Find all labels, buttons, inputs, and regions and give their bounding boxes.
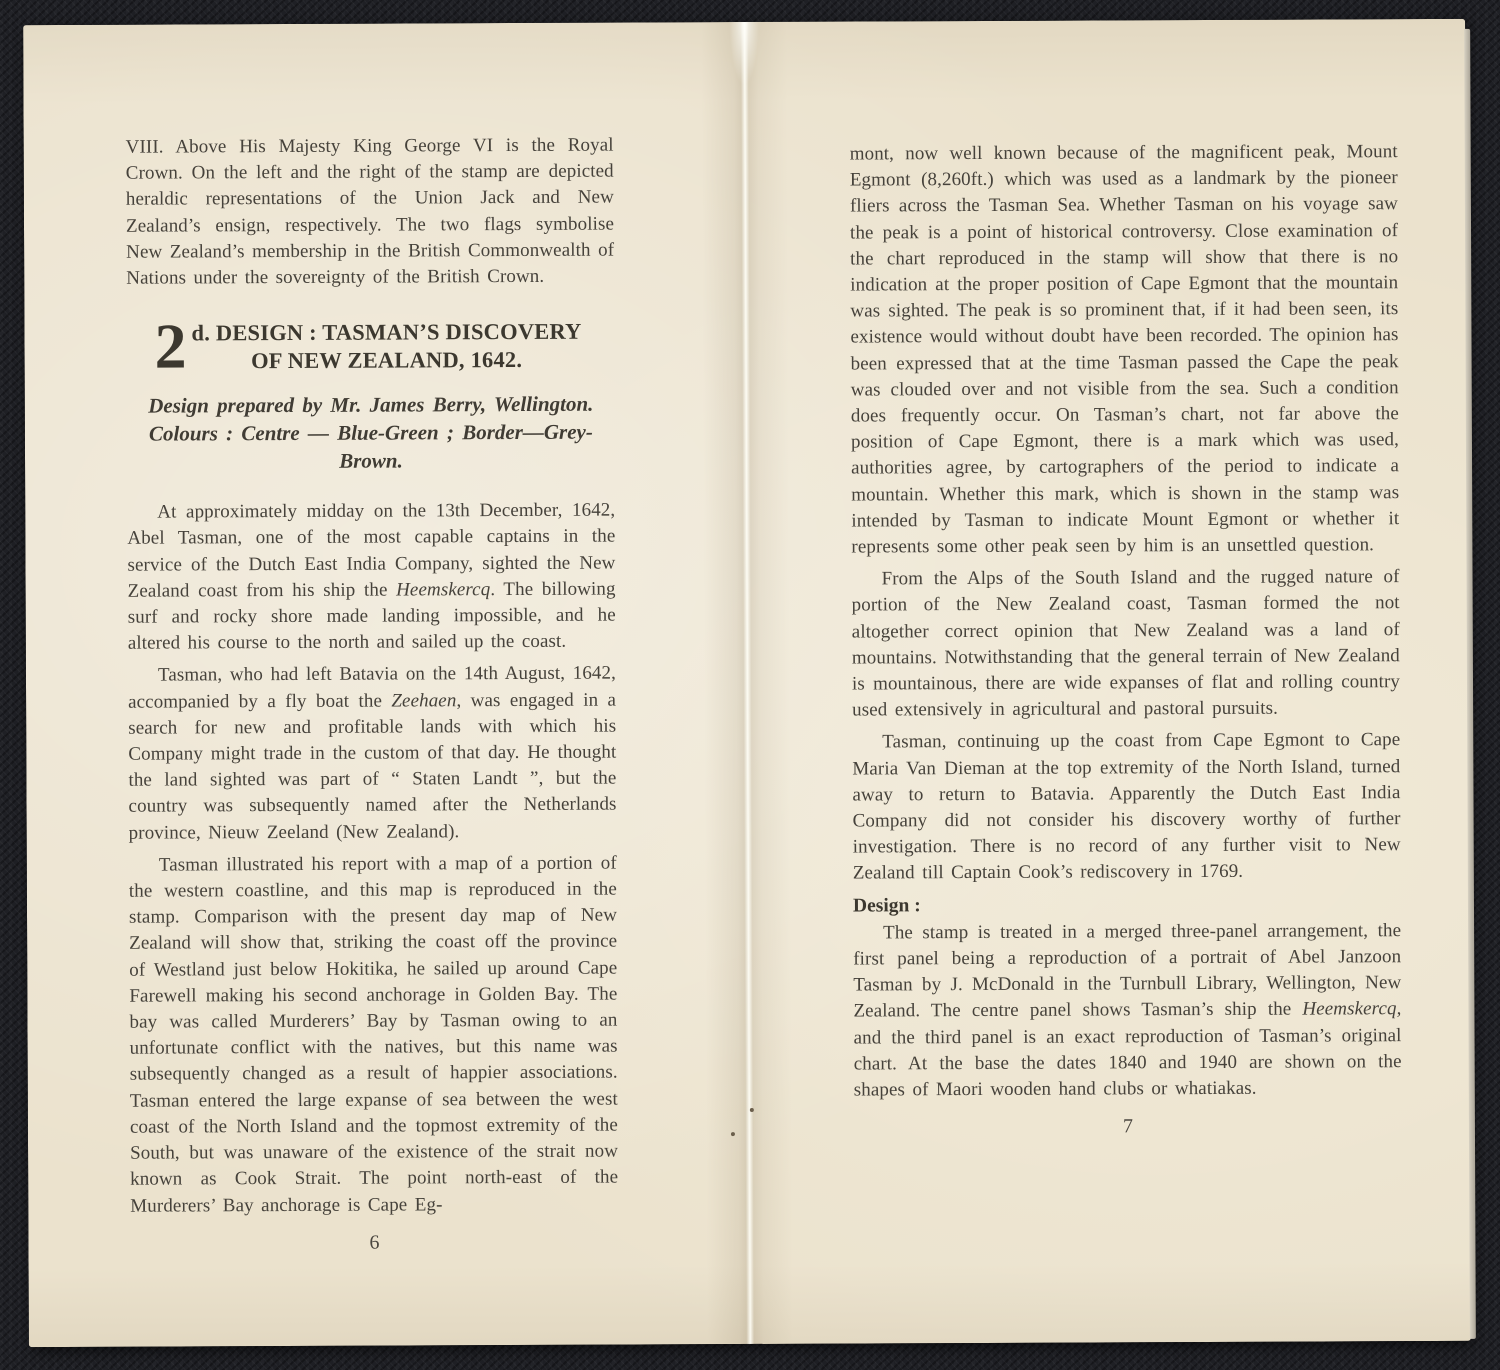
paper-speck (750, 1108, 754, 1112)
page-number-left: 6 (369, 1231, 380, 1254)
design-section-label: Design : (852, 894, 921, 917)
fold-highlight (729, 22, 759, 86)
paragraph: From the Alps of the South Island and the rugged nature of portion of the New Zealand coast, Tasman formed the not altogether correct opinion that New Zealand was a land of mountains. Notwithstanding that the general terrain of New Zealand is mountainous, there are wide expanses of flat and rolling country used extensively in agricultural and pastoral pursuits. (851, 566, 1401, 721)
denomination-numeral: 2 (154, 310, 186, 382)
paragraph: Tasman illustrated his report with a map of a portion of the western coastline, and this map is reproduced in the stamp. Comparison with the present day map of New Zealand will show that, striking the coast off the province of Westland just below Hokitika, he sailed up around Cape Farewell making his second anchorage in Golden Bay. The bay was called Murderers’ Bay by Tasman owing to an unfortunate conflict with the natives, but this name was subsequently changed as a result of happier associations. Tasman entered the large expanse of sea between the west coast of the North Island and the topmost extremity of the South, but was unaware of the existence of the strait now known as Cook Strait. The point north-east of the Murderers’ Bay anchorage is Cape Eg- (128, 852, 619, 1217)
paragraph: The stamp is treated in a merged three-panel arrangement, the first panel being a reproduction of a portrait of Abel Janzoon Tasman by J. McDonald in the Turnbull Library, Wellington, New Zealand. The centre panel shows Tasman’s ship the Heemskercq, and the third panel is an exact reproduction of Tasman’s original chart. At the base the dates 1840 and 1940 are shown on the shapes of Maori wooden hand clubs or whatiakas. (853, 919, 1402, 1101)
page-right (850, 139, 1402, 1139)
paragraph: Tasman, who had left Batavia on the 14th August, 1642, accompanied by a fly boat the Zeehaen, was engaged in a search for new and profitable lands with which his Company might trade in the custom of that day. He thought the land sighted was part of “ Staten Landt ”, but the country was subsequently named after the Netherlands province, Nieuw Zeeland (New Zealand). (128, 663, 617, 844)
design-credit-subheading: Design prepared by Mr. James Berry, Wellington. Colours : Centre — Blue-Green ; Border—Grey-Brown. (148, 391, 594, 473)
heading-lines (191, 316, 581, 376)
section-heading (154, 310, 614, 382)
heading-line2: OF NEW ZEALAND, 1642. (251, 347, 523, 374)
paragraph: At approximately midday on the 13th December, 1642, Abel Tasman, one of the most capable captains in the service of the Dutch East India Company, sighted the New Zealand coast from his ship the Heemskercq. The billowing surf and rocky shore made landing impossible, and he altered his course to the north and sailed up the coast. (127, 499, 616, 654)
page-left (126, 133, 619, 1256)
paragraph: mont, now well known because of the magnificent peak, Mount Egmont (8,260ft.) which was used as a landmark by the pioneer fliers across the Tasman Sea. Whether Tasman on his voyage saw the peak is a point of historical controversy. Close examination of the chart reproduced in the stamp will show that there is no indication at the proper position of Cape Egmont that the mountain was sighted. The peak is so prominent that, if it had been seen, its existence would without doubt have been recorded. The opinion has been expressed that at the time Tasman passed the Cape the peak was clouded over and not visible from the sea. Such a condition does frequently occur. On Tasman’s chart, not far above the position of Cape Egmont, there is a mark which was used, authorities agree, by cartographers of the period to indicate a mountain. Whether this mark, which is shown in the stamp was intended by Tasman to indicate Mount Egmont or whether it represents some other peak seen by him is an unsettled question. (849, 141, 1400, 558)
booklet-spread (23, 19, 1471, 1347)
intro-paragraph: VIII. Above His Majesty King George VI is the Royal Crown. On the left and the right of the stamp are depicted heraldic representations of the Union Jack and New Zealand’s ensign, respectively. The two flags symbolise New Zealand’s membership in the British Commonwealth of Nations under the sovereignty of the British Crown. (125, 134, 615, 289)
paragraph: Tasman, continuing up the coast from Cape Egmont to Cape Maria Van Dieman at the top extremity of the North Island, turned away to return to Batavia. Apparently the Dutch East India Company did not consider his discovery worthy of further investigation. There is no record of any further visit to New Zealand till Captain Cook’s rediscovery in 1769. (852, 729, 1401, 885)
page-number-right: 7 (1122, 1115, 1133, 1138)
center-fold-gutter (701, 22, 793, 1344)
denomination-suffix: d. (191, 320, 211, 346)
paper-speck (731, 1132, 735, 1136)
heading-title-text: DESIGN : TASMAN’S DISCOVERY (215, 318, 582, 346)
heading-line1 (191, 318, 581, 348)
